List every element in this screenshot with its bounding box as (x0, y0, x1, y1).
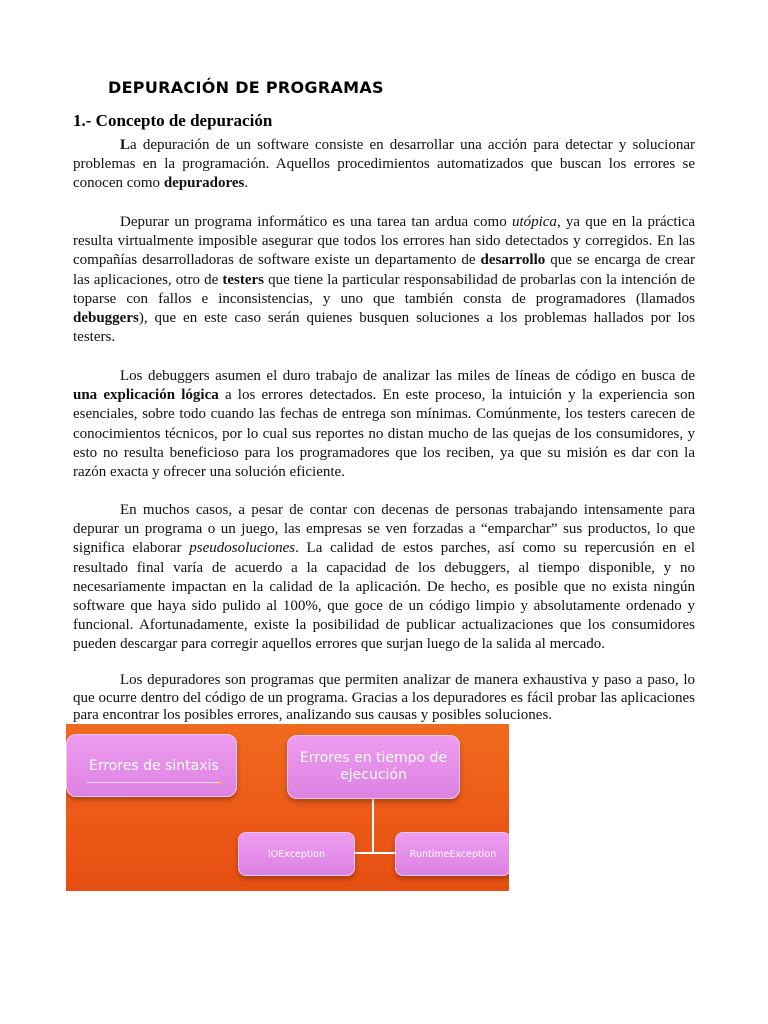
section-heading: 1.- Concepto de depuración (73, 111, 273, 130)
box-runtime-errors (287, 735, 460, 799)
box-syntax-label: Errores de sintaxis (89, 757, 219, 774)
connector-vertical (372, 799, 374, 854)
box-runtimeexception (395, 832, 509, 876)
box-rt-ex-label: RuntimeException (409, 848, 497, 860)
box-syntax-underline (87, 782, 218, 783)
box-syntax-errors (66, 734, 237, 797)
box-runtime-label: Errores en tiempo de ejecución (299, 750, 448, 783)
error-types-diagram (66, 724, 509, 891)
paragraph-4: En muchos casos, a pesar de contar con decenas de personas trabajando intensamente para depurar un programa o un juego, las empresas se ven forzadas a “emparchar” sus productos, lo que significa elaborar pseudosoluciones. La calidad de estos parches, así como su repercusión en el resultado final varía de acuerdo a la capacidad de los debuggers, al tiempo disponible, y no necesariamente impactan en la calidad de la aplicación. De hecho, es posible que no exista ningún software que haya sido pulido al 100%, que goce de un código limpio y absolutamente ordenado y funcional. Afortunadamente, existe la posibilidad de publicar actualizaciones que los consumidores pueden descargar para corregir aquellos errores que surjan luego de la salida al mercado. (73, 502, 695, 653)
drop-letter: L (120, 137, 131, 153)
paragraph-1: La depuración de un software consiste en desarrollar una acción para detectar y solucionar problemas en la programación. Aquellos procedimientos automatizados que buscan los errores se conocen como depuradores. (73, 137, 695, 192)
box-ioexception (238, 832, 355, 876)
connector-horizontal (353, 852, 395, 854)
paragraph-3: Los debuggers asumen el duro trabajo de analizar las miles de líneas de código en busca de una explicación lógica a los errores detectados. En este proceso, la intuición y la experiencia son esenciales, sobre todo cuando las fechas de entrega son mínimas. Comúnmente, los testers carecen de conocimientos técnicos, por lo cual sus reportes no distan mucho de las quejas de los consumidores, y esto no resulta beneficioso para los programadores que los reciben, ya que su misión es dar con la razón exacta y ofrecer una solución eficiente. (73, 368, 696, 481)
document-title: DEPURACIÓN DE PROGRAMAS (108, 78, 384, 97)
paragraph-2: Depurar un programa informático es una tarea tan ardua como utópica, ya que en la práctica resulta virtualmente imposible asegurar que todos los errores han sido detectados y corregidos. En las compañías desarrolladoras de software existe un departamento de desarrollo que se encarga de crear las aplicaciones, otro de testers que tiene la particular responsabilidad de probarlas con la intención de toparse con fallos e inconsistencias, y uno que también consta de programadores (llamados debuggers), que en este caso serán quienes busquen soluciones a los problemas hallados por los testers. (73, 214, 696, 346)
box-io-label: IOException (267, 848, 326, 860)
paragraph-5: Los depuradores son programas que permiten analizar de manera exhaustiva y paso a paso, lo que ocurre dentro del código de un programa. Gracias a los depuradores es fácil probar las aplicaciones para encontrar los posibles errores, analizando sus causas y posibles soluciones. (73, 672, 695, 723)
